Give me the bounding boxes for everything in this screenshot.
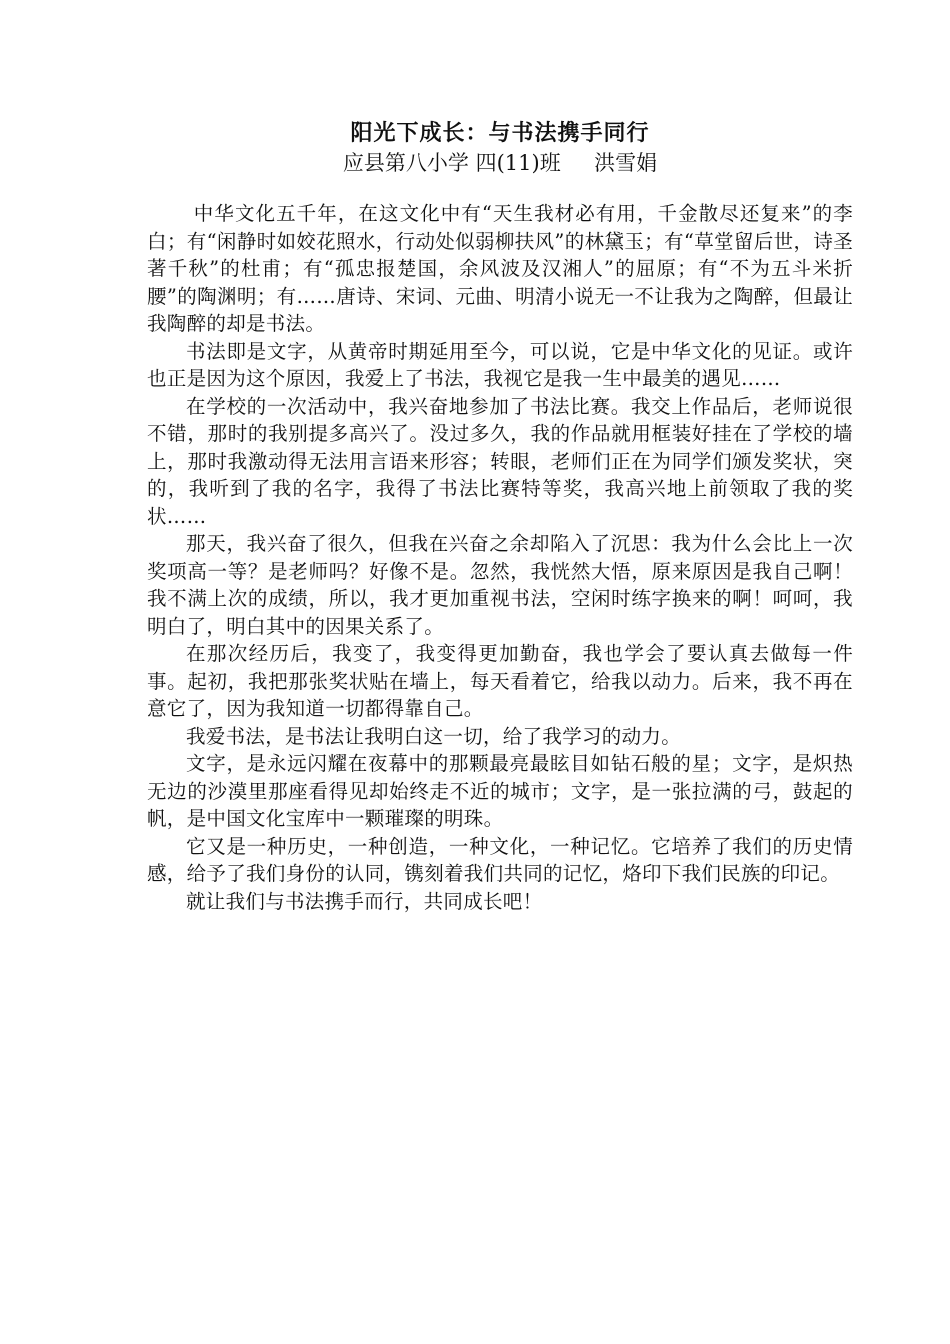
paragraph: 文字，是永远闪耀在夜幕中的那颗最亮最眩目如钻石般的星；文字，是炽热无边的沙漠里那座看得见却始终走不近的城市；文字，是一张拉满的弓，鼓起的帆，是中国文化宝库中一颗璀璨的明珠。 xyxy=(147,752,853,830)
byline xyxy=(147,148,853,178)
paragraph: 在学校的一次活动中，我兴奋地参加了书法比赛。我交上作品后，老师说很不错，那时的我别提多高兴了。没过多久，我的作品就用框装好挂在了学校的墙上，那时我激动得无法用言语来形容；转眼，老师们正在为同学们颁发奖状，突的，我听到了我的名字，我得了书法比赛特等奖，我高兴地上前领取了我的奖状…… xyxy=(147,394,853,528)
paragraph: 在那次经历后，我变了，我变得更加勤奋，我也学会了要认真去做每一件事。起初，我把那张奖状贴在墙上，每天看着它，给我以动力。后来，我不再在意它了，因为我知道一切都得靠自己。 xyxy=(147,642,853,720)
paragraph: 我爱书法，是书法让我明白这一切，给了我学习的动力。 xyxy=(186,724,682,748)
paragraph: 中华文化五千年，在这文化中有“天生我材必有用，千金散尽还复来”的李白；有“闲静时如姣花照水，行动处似弱柳扶风”的林黛玉；有“草堂留后世，诗圣著千秋”的杜甫；有“孤忠报楚国，余风波及汉湘人”的屈原；有“不为五斗米折腰”的陶渊明；有……唐诗、宋词、元曲、明清小说无一不让我为之陶醉，但最让我陶醉的却是书法。 xyxy=(147,202,853,335)
paragraph: 就让我们与书法携手而行，共同成长吧！ xyxy=(186,889,543,913)
byline-class: 四(11)班 xyxy=(475,151,561,175)
paragraph: 它又是一种历史，一种创造，一种文化，一种记忆。它培养了我们的历史情感，给予了我们身份的认同，镌刻着我们共同的记忆，烙印下我们民族的印记。 xyxy=(147,834,853,885)
document-page xyxy=(147,118,853,915)
byline-school: 应县第八小学 xyxy=(342,151,469,175)
document-body xyxy=(147,200,853,915)
paragraph: 那天，我兴奋了很久，但我在兴奋之余却陷入了沉思：我为什么会比上一次奖项高一等？是老师吗？好像不是。忽然，我恍然大悟，原来原因是我自己啊！我不满上次的成绩，所以，我才更加重视书法，空闲时练字换来的啊！呵呵，我明白了，明白其中的因果关系了。 xyxy=(147,532,853,638)
document-title: 阳光下成长：与书法携手同行 xyxy=(350,120,650,146)
paragraph: 书法即是文字，从黄帝时期延用至今，可以说，它是中华文化的见证。或许也正是因为这个原因，我爱上了书法，我视它是我一生中最美的遇见…… xyxy=(147,339,853,390)
byline-author: 洪雪娟 xyxy=(594,151,658,175)
